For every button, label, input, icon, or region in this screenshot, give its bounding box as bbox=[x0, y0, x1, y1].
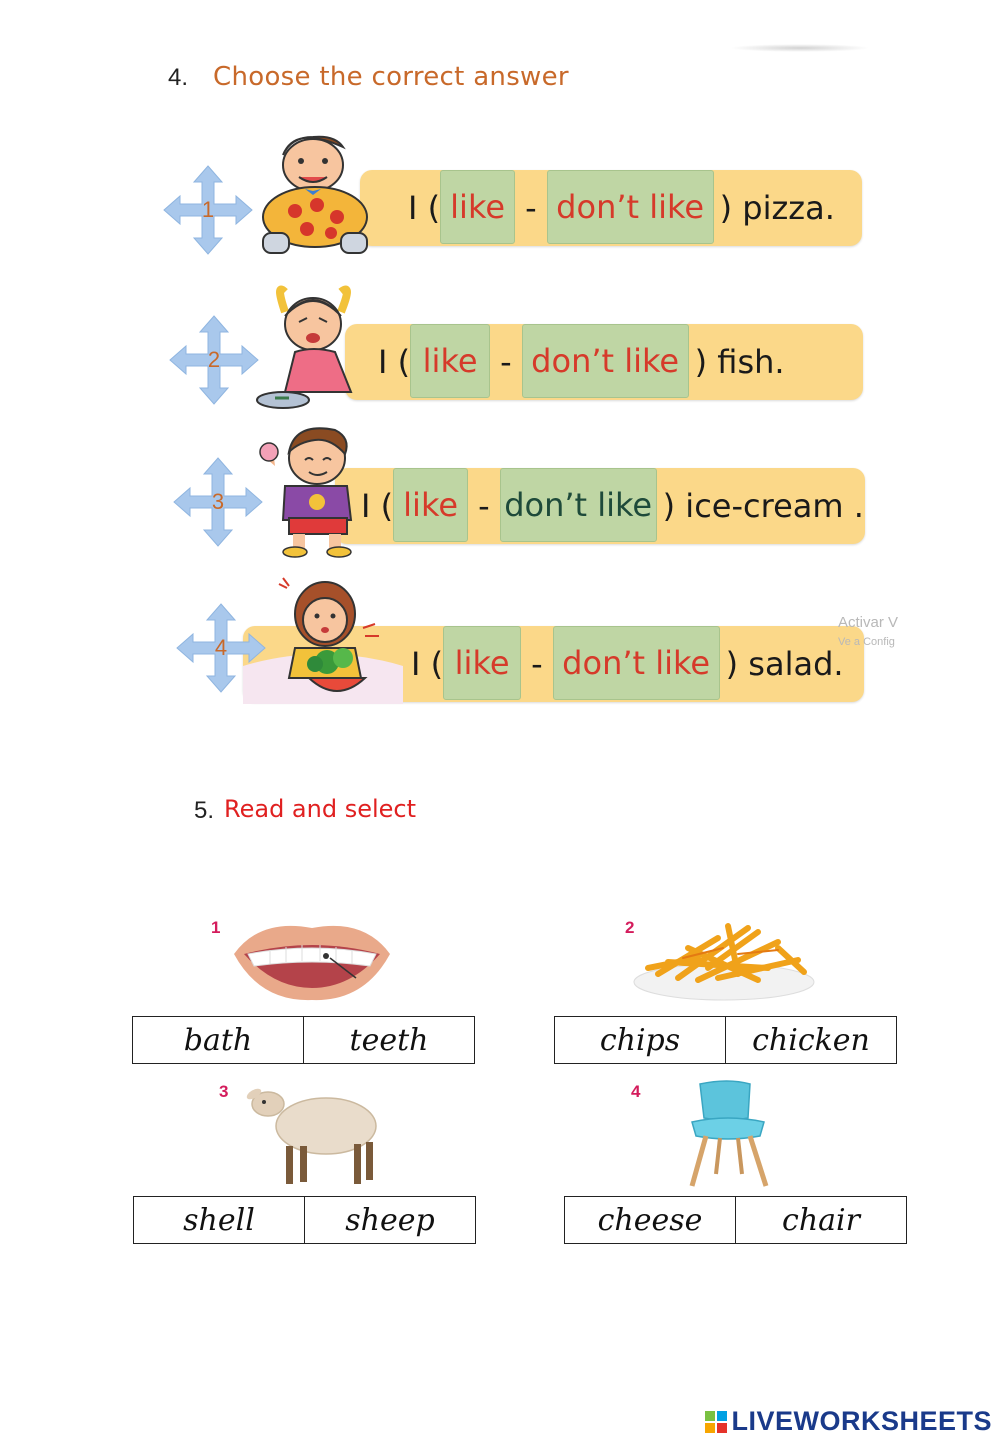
boy-with-ice-cream-image bbox=[255, 420, 365, 558]
item3-option-shell[interactable]: shell bbox=[183, 1202, 255, 1238]
item4-option-chair[interactable]: chair bbox=[735, 1197, 906, 1243]
liveworksheets-logo bbox=[705, 1406, 992, 1437]
item4-choice-box bbox=[564, 1196, 907, 1244]
activation-watermark-line2: Ve a Config bbox=[838, 636, 895, 648]
item4-number: 4 bbox=[631, 1082, 641, 1101]
row1-start: I ( bbox=[408, 189, 441, 227]
row1-sentence bbox=[408, 170, 841, 246]
liveworksheets-brand-text: LIVEWORKSHEETS bbox=[731, 1406, 992, 1436]
sheep-image bbox=[242, 1078, 388, 1190]
row2-start: I ( bbox=[378, 343, 411, 381]
activation-watermark-line1: Activar V bbox=[838, 614, 899, 631]
row4-end: ) salad. bbox=[725, 645, 844, 683]
row3-sentence bbox=[361, 468, 870, 544]
section5-title: Read and select bbox=[224, 795, 417, 823]
row2-dash: - bbox=[500, 343, 512, 381]
french-fries-image bbox=[628, 908, 818, 1006]
row2-option-like[interactable]: like bbox=[410, 324, 490, 398]
row4-start: I ( bbox=[411, 645, 444, 683]
section4-number: 4. bbox=[168, 64, 189, 91]
section4-title: Choose the correct answer bbox=[213, 62, 569, 92]
row3-number: 3 bbox=[211, 489, 225, 514]
liveworksheets-mark-icon bbox=[705, 1411, 727, 1433]
item3-choice-box bbox=[133, 1196, 476, 1244]
row4-dash: - bbox=[531, 645, 543, 683]
item1-number: 1 bbox=[211, 918, 221, 937]
row3-option-dont-like[interactable]: don’t like bbox=[500, 468, 657, 542]
row4-option-dont-like[interactable]: don’t like bbox=[553, 626, 720, 700]
section5-number: 5. bbox=[194, 797, 215, 824]
item1-choice-box bbox=[132, 1016, 475, 1064]
row2-number: 2 bbox=[207, 347, 221, 372]
item3-number: 3 bbox=[219, 1082, 229, 1101]
row4-option-like[interactable]: like bbox=[443, 626, 521, 700]
row1-option-dont-like[interactable]: don’t like bbox=[547, 170, 714, 244]
row2-option-dont-like[interactable]: don’t like bbox=[522, 324, 689, 398]
girl-disliking-fish-image bbox=[255, 282, 365, 412]
item2-number: 2 bbox=[625, 918, 635, 937]
row4-number: 4 bbox=[214, 635, 228, 660]
chair-image bbox=[680, 1078, 776, 1190]
item2-option-chicken[interactable]: chicken bbox=[725, 1017, 896, 1063]
row1-end: ) pizza. bbox=[719, 189, 835, 227]
item4-option-cheese[interactable]: cheese bbox=[597, 1202, 703, 1238]
row3-start: I ( bbox=[361, 487, 394, 525]
row3-dash: - bbox=[478, 487, 490, 525]
item1-option-teeth[interactable]: teeth bbox=[303, 1017, 474, 1063]
row2-end: ) fish. bbox=[694, 343, 785, 381]
item2-choice-box bbox=[554, 1016, 897, 1064]
row1-option-like[interactable]: like bbox=[440, 170, 515, 244]
smiling-mouth-image bbox=[230, 914, 394, 1004]
row1-number: 1 bbox=[201, 197, 215, 222]
row3-end: ) ice-cream . bbox=[662, 487, 864, 525]
girl-with-salad-image bbox=[243, 558, 403, 704]
item3-option-sheep[interactable]: sheep bbox=[304, 1197, 475, 1243]
item1-option-bath[interactable]: bath bbox=[183, 1022, 253, 1058]
row4-sentence bbox=[411, 626, 850, 702]
boy-eating-pizza-image bbox=[255, 125, 375, 260]
item2-option-chips[interactable]: chips bbox=[599, 1022, 681, 1058]
top-shadow bbox=[730, 44, 870, 52]
row2-sentence bbox=[378, 324, 791, 400]
row3-option-like[interactable]: like bbox=[393, 468, 468, 542]
row1-dash: - bbox=[525, 189, 537, 227]
